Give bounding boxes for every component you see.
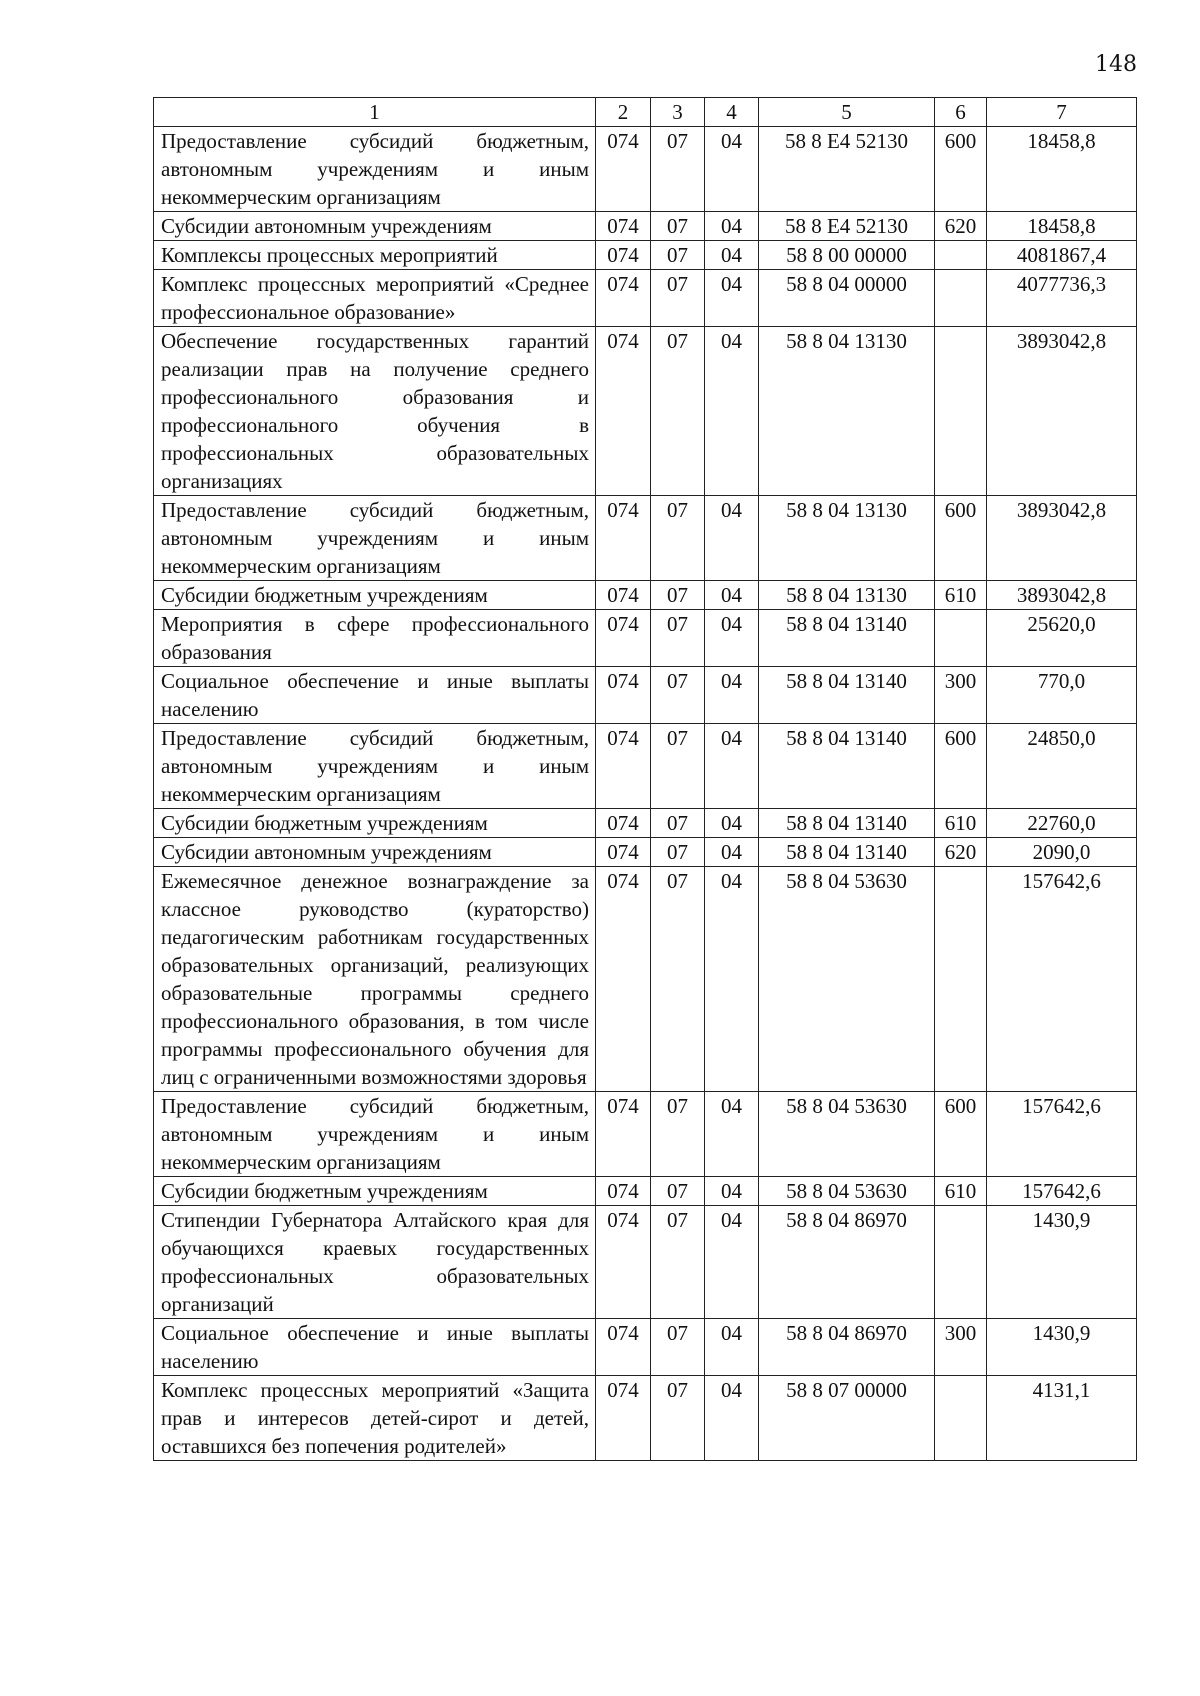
table-row <box>154 610 1137 667</box>
column-header-3: 3 <box>651 98 705 127</box>
target-article-cell: 58 8 04 86970 <box>759 1319 935 1376</box>
expense-type-cell: 620 <box>935 838 987 867</box>
name-cell: Субсидии бюджетным учреждениям <box>154 1177 596 1206</box>
target-article-cell: 58 8 00 00000 <box>759 241 935 270</box>
subsection-code-cell: 04 <box>705 127 759 212</box>
ministry-code-cell: 074 <box>596 610 651 667</box>
section-code-cell: 07 <box>651 1092 705 1177</box>
table-body <box>154 127 1137 1461</box>
section-code-cell: 07 <box>651 241 705 270</box>
expense-type-cell: 610 <box>935 1177 987 1206</box>
ministry-code-cell: 074 <box>596 241 651 270</box>
expense-type-cell <box>935 327 987 496</box>
ministry-code-cell: 074 <box>596 838 651 867</box>
target-article-cell: 58 8 04 13140 <box>759 667 935 724</box>
target-article-cell: 58 8 Е4 52130 <box>759 127 935 212</box>
name-cell: Комплекс процессных мероприятий «Защита прав и интересов детей-сирот и детей, оставшихся без попечения родителей» <box>154 1376 596 1461</box>
budget-table <box>153 97 1137 1461</box>
section-code-cell: 07 <box>651 496 705 581</box>
target-article-cell: 58 8 04 13140 <box>759 838 935 867</box>
target-article-cell: 58 8 04 53630 <box>759 1092 935 1177</box>
amount-cell: 4081867,4 <box>987 241 1137 270</box>
amount-cell: 24850,0 <box>987 724 1137 809</box>
table-row <box>154 1319 1137 1376</box>
subsection-code-cell: 04 <box>705 1206 759 1319</box>
amount-cell: 1430,9 <box>987 1206 1137 1319</box>
target-article-cell: 58 8 04 13130 <box>759 581 935 610</box>
subsection-code-cell: 04 <box>705 1092 759 1177</box>
ministry-code-cell: 074 <box>596 867 651 1092</box>
ministry-code-cell: 074 <box>596 270 651 327</box>
name-cell: Стипендии Губернатора Алтайского края для обучающихся краевых государственных профессиональных образовательных организаций <box>154 1206 596 1319</box>
name-cell: Предоставление субсидий бюджетным, автономным учреждениям и иным некоммерческим организациям <box>154 724 596 809</box>
amount-cell: 25620,0 <box>987 610 1137 667</box>
table-row <box>154 496 1137 581</box>
section-code-cell: 07 <box>651 581 705 610</box>
ministry-code-cell: 074 <box>596 581 651 610</box>
amount-cell: 157642,6 <box>987 1092 1137 1177</box>
subsection-code-cell: 04 <box>705 270 759 327</box>
table-row <box>154 1177 1137 1206</box>
table-row <box>154 867 1137 1092</box>
name-cell: Социальное обеспечение и иные выплаты населению <box>154 667 596 724</box>
subsection-code-cell: 04 <box>705 867 759 1092</box>
target-article-cell: 58 8 04 13140 <box>759 610 935 667</box>
table-row <box>154 127 1137 212</box>
expense-type-cell: 620 <box>935 212 987 241</box>
table-row <box>154 667 1137 724</box>
target-article-cell: 58 8 07 00000 <box>759 1376 935 1461</box>
expense-type-cell: 600 <box>935 496 987 581</box>
target-article-cell: 58 8 04 13140 <box>759 809 935 838</box>
subsection-code-cell: 04 <box>705 327 759 496</box>
section-code-cell: 07 <box>651 809 705 838</box>
name-cell: Субсидии бюджетным учреждениям <box>154 809 596 838</box>
section-code-cell: 07 <box>651 1177 705 1206</box>
name-cell: Предоставление субсидий бюджетным, автономным учреждениям и иным некоммерческим организациям <box>154 127 596 212</box>
name-cell: Обеспечение государственных гарантий реализации прав на получение среднего профессионального образования и профессионального обучения в профессиональных образовательных организациях <box>154 327 596 496</box>
expense-type-cell: 600 <box>935 1092 987 1177</box>
name-cell: Социальное обеспечение и иные выплаты населению <box>154 1319 596 1376</box>
ministry-code-cell: 074 <box>596 327 651 496</box>
amount-cell: 3893042,8 <box>987 581 1137 610</box>
section-code-cell: 07 <box>651 1206 705 1319</box>
section-code-cell: 07 <box>651 1376 705 1461</box>
subsection-code-cell: 04 <box>705 1319 759 1376</box>
expense-type-cell <box>935 1206 987 1319</box>
section-code-cell: 07 <box>651 724 705 809</box>
section-code-cell: 07 <box>651 610 705 667</box>
table-row <box>154 724 1137 809</box>
name-cell: Мероприятия в сфере профессионального образования <box>154 610 596 667</box>
table-row <box>154 838 1137 867</box>
target-article-cell: 58 8 04 00000 <box>759 270 935 327</box>
table-row <box>154 1206 1137 1319</box>
name-cell: Субсидии автономным учреждениям <box>154 212 596 241</box>
ministry-code-cell: 074 <box>596 1376 651 1461</box>
column-header-7: 7 <box>987 98 1137 127</box>
target-article-cell: 58 8 04 53630 <box>759 867 935 1092</box>
target-article-cell: 58 8 04 13140 <box>759 724 935 809</box>
amount-cell: 157642,6 <box>987 867 1137 1092</box>
column-header-2: 2 <box>596 98 651 127</box>
subsection-code-cell: 04 <box>705 1376 759 1461</box>
ministry-code-cell: 074 <box>596 127 651 212</box>
amount-cell: 22760,0 <box>987 809 1137 838</box>
amount-cell: 4131,1 <box>987 1376 1137 1461</box>
ministry-code-cell: 074 <box>596 1177 651 1206</box>
table-row <box>154 1092 1137 1177</box>
column-header-1: 1 <box>154 98 596 127</box>
ministry-code-cell: 074 <box>596 496 651 581</box>
expense-type-cell: 300 <box>935 1319 987 1376</box>
target-article-cell: 58 8 04 13130 <box>759 327 935 496</box>
ministry-code-cell: 074 <box>596 1206 651 1319</box>
table-row <box>154 809 1137 838</box>
ministry-code-cell: 074 <box>596 809 651 838</box>
expense-type-cell: 600 <box>935 127 987 212</box>
column-header-4: 4 <box>705 98 759 127</box>
table-row <box>154 327 1137 496</box>
table-row <box>154 212 1137 241</box>
expense-type-cell: 610 <box>935 581 987 610</box>
ministry-code-cell: 074 <box>596 667 651 724</box>
name-cell: Субсидии бюджетным учреждениям <box>154 581 596 610</box>
section-code-cell: 07 <box>651 327 705 496</box>
name-cell: Предоставление субсидий бюджетным, автономным учреждениям и иным некоммерческим организациям <box>154 496 596 581</box>
ministry-code-cell: 074 <box>596 1092 651 1177</box>
amount-cell: 4077736,3 <box>987 270 1137 327</box>
subsection-code-cell: 04 <box>705 610 759 667</box>
section-code-cell: 07 <box>651 270 705 327</box>
expense-type-cell: 610 <box>935 809 987 838</box>
target-article-cell: 58 8 04 53630 <box>759 1177 935 1206</box>
name-cell: Ежемесячное денежное вознаграждение за классное руководство (кураторство) педагогическим работникам государственных образовательных организаций, реализующих образовательные программы среднего профессионального образования, в том числе программы профессионального обучения для лиц с ограниченными возможностями здоровья <box>154 867 596 1092</box>
section-code-cell: 07 <box>651 838 705 867</box>
subsection-code-cell: 04 <box>705 241 759 270</box>
table-row <box>154 270 1137 327</box>
subsection-code-cell: 04 <box>705 581 759 610</box>
section-code-cell: 07 <box>651 1319 705 1376</box>
expense-type-cell: 300 <box>935 667 987 724</box>
name-cell: Комплекс процессных мероприятий «Среднее профессиональное образование» <box>154 270 596 327</box>
expense-type-cell <box>935 1376 987 1461</box>
target-article-cell: 58 8 Е4 52130 <box>759 212 935 241</box>
target-article-cell: 58 8 04 86970 <box>759 1206 935 1319</box>
column-header-6: 6 <box>935 98 987 127</box>
subsection-code-cell: 04 <box>705 809 759 838</box>
subsection-code-cell: 04 <box>705 496 759 581</box>
expense-type-cell <box>935 867 987 1092</box>
expense-type-cell <box>935 270 987 327</box>
column-header-5: 5 <box>759 98 935 127</box>
name-cell: Предоставление субсидий бюджетным, автономным учреждениям и иным некоммерческим организациям <box>154 1092 596 1177</box>
subsection-code-cell: 04 <box>705 1177 759 1206</box>
subsection-code-cell: 04 <box>705 838 759 867</box>
subsection-code-cell: 04 <box>705 724 759 809</box>
table-row <box>154 581 1137 610</box>
subsection-code-cell: 04 <box>705 212 759 241</box>
amount-cell: 18458,8 <box>987 127 1137 212</box>
page-number: 148 <box>1095 52 1137 77</box>
table-row <box>154 241 1137 270</box>
table-row <box>154 1376 1137 1461</box>
ministry-code-cell: 074 <box>596 1319 651 1376</box>
name-cell: Субсидии автономным учреждениям <box>154 838 596 867</box>
amount-cell: 1430,9 <box>987 1319 1137 1376</box>
section-code-cell: 07 <box>651 212 705 241</box>
amount-cell: 157642,6 <box>987 1177 1137 1206</box>
subsection-code-cell: 04 <box>705 667 759 724</box>
ministry-code-cell: 074 <box>596 212 651 241</box>
section-code-cell: 07 <box>651 867 705 1092</box>
target-article-cell: 58 8 04 13130 <box>759 496 935 581</box>
expense-type-cell <box>935 241 987 270</box>
name-cell: Комплексы процессных мероприятий <box>154 241 596 270</box>
expense-type-cell <box>935 610 987 667</box>
section-code-cell: 07 <box>651 127 705 212</box>
amount-cell: 3893042,8 <box>987 327 1137 496</box>
ministry-code-cell: 074 <box>596 724 651 809</box>
table-header-row <box>154 98 1137 127</box>
expense-type-cell: 600 <box>935 724 987 809</box>
amount-cell: 3893042,8 <box>987 496 1137 581</box>
section-code-cell: 07 <box>651 667 705 724</box>
amount-cell: 18458,8 <box>987 212 1137 241</box>
amount-cell: 2090,0 <box>987 838 1137 867</box>
amount-cell: 770,0 <box>987 667 1137 724</box>
